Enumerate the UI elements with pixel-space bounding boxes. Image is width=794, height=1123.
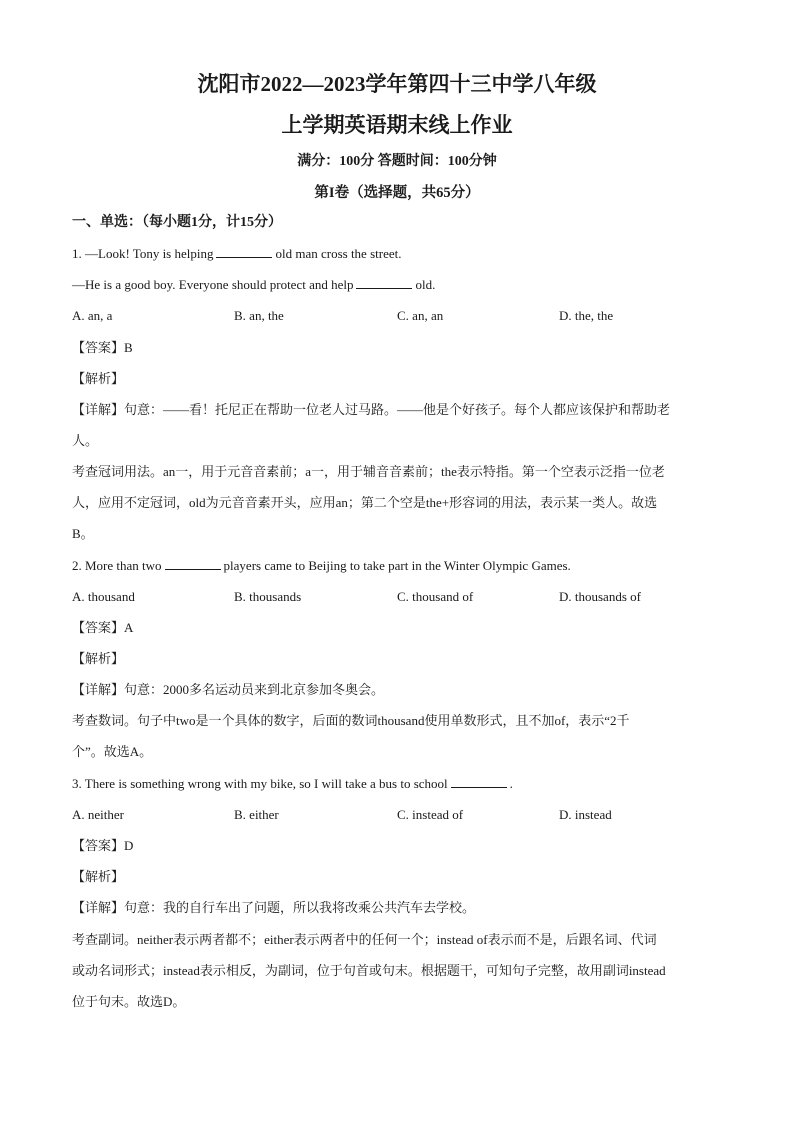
- question-1-option-d: D. the, the: [559, 308, 614, 323]
- question-2-option-d: D. thousands of: [559, 589, 641, 604]
- question-1-stem-line-1: [72, 246, 401, 262]
- question-2-analysis-label: 【解析】: [72, 651, 125, 666]
- question-1-explanation-3: B。: [72, 526, 94, 541]
- question-1-analysis-label: 【解析】: [72, 371, 125, 386]
- question-text: old.: [415, 277, 436, 292]
- question-text: 3. There is something wrong with my bike, so I will take a bus to school: [72, 776, 448, 791]
- question-3-stem: [72, 776, 513, 792]
- section-heading: 一、单选：（每小题1分，计15分）: [72, 215, 282, 230]
- answer-blank: [165, 558, 221, 570]
- question-1-option-b: B. an, the: [234, 308, 284, 323]
- answer-blank: [356, 277, 412, 289]
- question-3-explanation-2: 或动名词形式；instead表示相反，为副词，位于句首或句末。根据题干，可知句子完整，故用副词instead: [72, 963, 666, 978]
- question-3-explanation-3: 位于句末。故选D。: [72, 994, 186, 1009]
- question-text: players came to Beijing to take part in the Winter Olympic Games.: [223, 558, 571, 573]
- question-1-option-c: C. an, an: [397, 308, 444, 323]
- question-3-option-b: B. either: [234, 807, 279, 822]
- question-3-explanation-1: 考查副词。neither表示两者都不；either表示两者中的任何一个；instead of表示而不是，后跟名词、代词: [72, 932, 657, 947]
- question-2-answer: 【答案】A: [72, 620, 134, 635]
- question-text: 1. —Look! Tony is helping: [72, 246, 214, 261]
- question-1-detail: 【详解】句意：——看！托尼正在帮助一位老人过马路。——他是个好孩子。每个人都应该保护和帮助老: [72, 402, 671, 417]
- question-1-option-a: A. an, a: [72, 308, 113, 323]
- question-3-detail: 【详解】句意：我的自行车出了问题，所以我将改乘公共汽车去学校。: [72, 900, 476, 915]
- question-2-option-c: C. thousand of: [397, 589, 474, 604]
- question-3-answer: 【答案】D: [72, 838, 134, 853]
- question-text: old man cross the street.: [275, 246, 402, 261]
- question-text: 2. More than two: [72, 558, 162, 573]
- question-3-option-a: A. neither: [72, 807, 124, 822]
- question-text: —He is a good boy. Everyone should protect and help: [72, 277, 354, 292]
- question-2-option-a: A. thousand: [72, 589, 135, 604]
- question-1-stem-line-2: [72, 277, 435, 293]
- question-2-stem: [72, 558, 571, 574]
- question-2-explanation-2: 个”。故选A。: [72, 744, 153, 759]
- question-3-analysis-label: 【解析】: [72, 869, 125, 884]
- document-title-line-2: 上学期英语期末线上作业: [281, 113, 513, 137]
- question-1-detail-cont: 人。: [72, 433, 99, 448]
- answer-blank: [451, 776, 507, 788]
- question-1-explanation-1: 考查冠词用法。an一，用于元音音素前；a一，用于辅音音素前；the表示特指。第一个空表示泛指一位老: [72, 464, 665, 479]
- question-2-explanation-1: 考查数词。句子中two是一个具体的数字，后面的数词thousand使用单数形式，且不加of，表示“2千: [72, 713, 630, 728]
- question-2-detail: 【详解】句意：2000多名运动员来到北京参加冬奥会。: [72, 682, 385, 697]
- volume-heading: 第I卷（选择题，共65分）: [314, 185, 480, 201]
- question-1-explanation-2: 人，应用不定冠词，old为元音音素开头，应用an；第二个空是the+形容词的用法，表示某一类人。故选: [72, 495, 658, 510]
- question-3-option-c: C. instead of: [397, 807, 464, 822]
- answer-blank: [216, 246, 272, 258]
- question-2-option-b: B. thousands: [234, 589, 302, 604]
- question-1-answer: 【答案】B: [72, 340, 133, 355]
- document-title-line-1: 沈阳市2022—2023学年第四十三中学八年级: [197, 72, 597, 96]
- question-3-option-d: D. instead: [559, 807, 612, 822]
- exam-meta: 满分：100分 答题时间：100分钟: [297, 154, 497, 169]
- question-text: .: [509, 776, 513, 791]
